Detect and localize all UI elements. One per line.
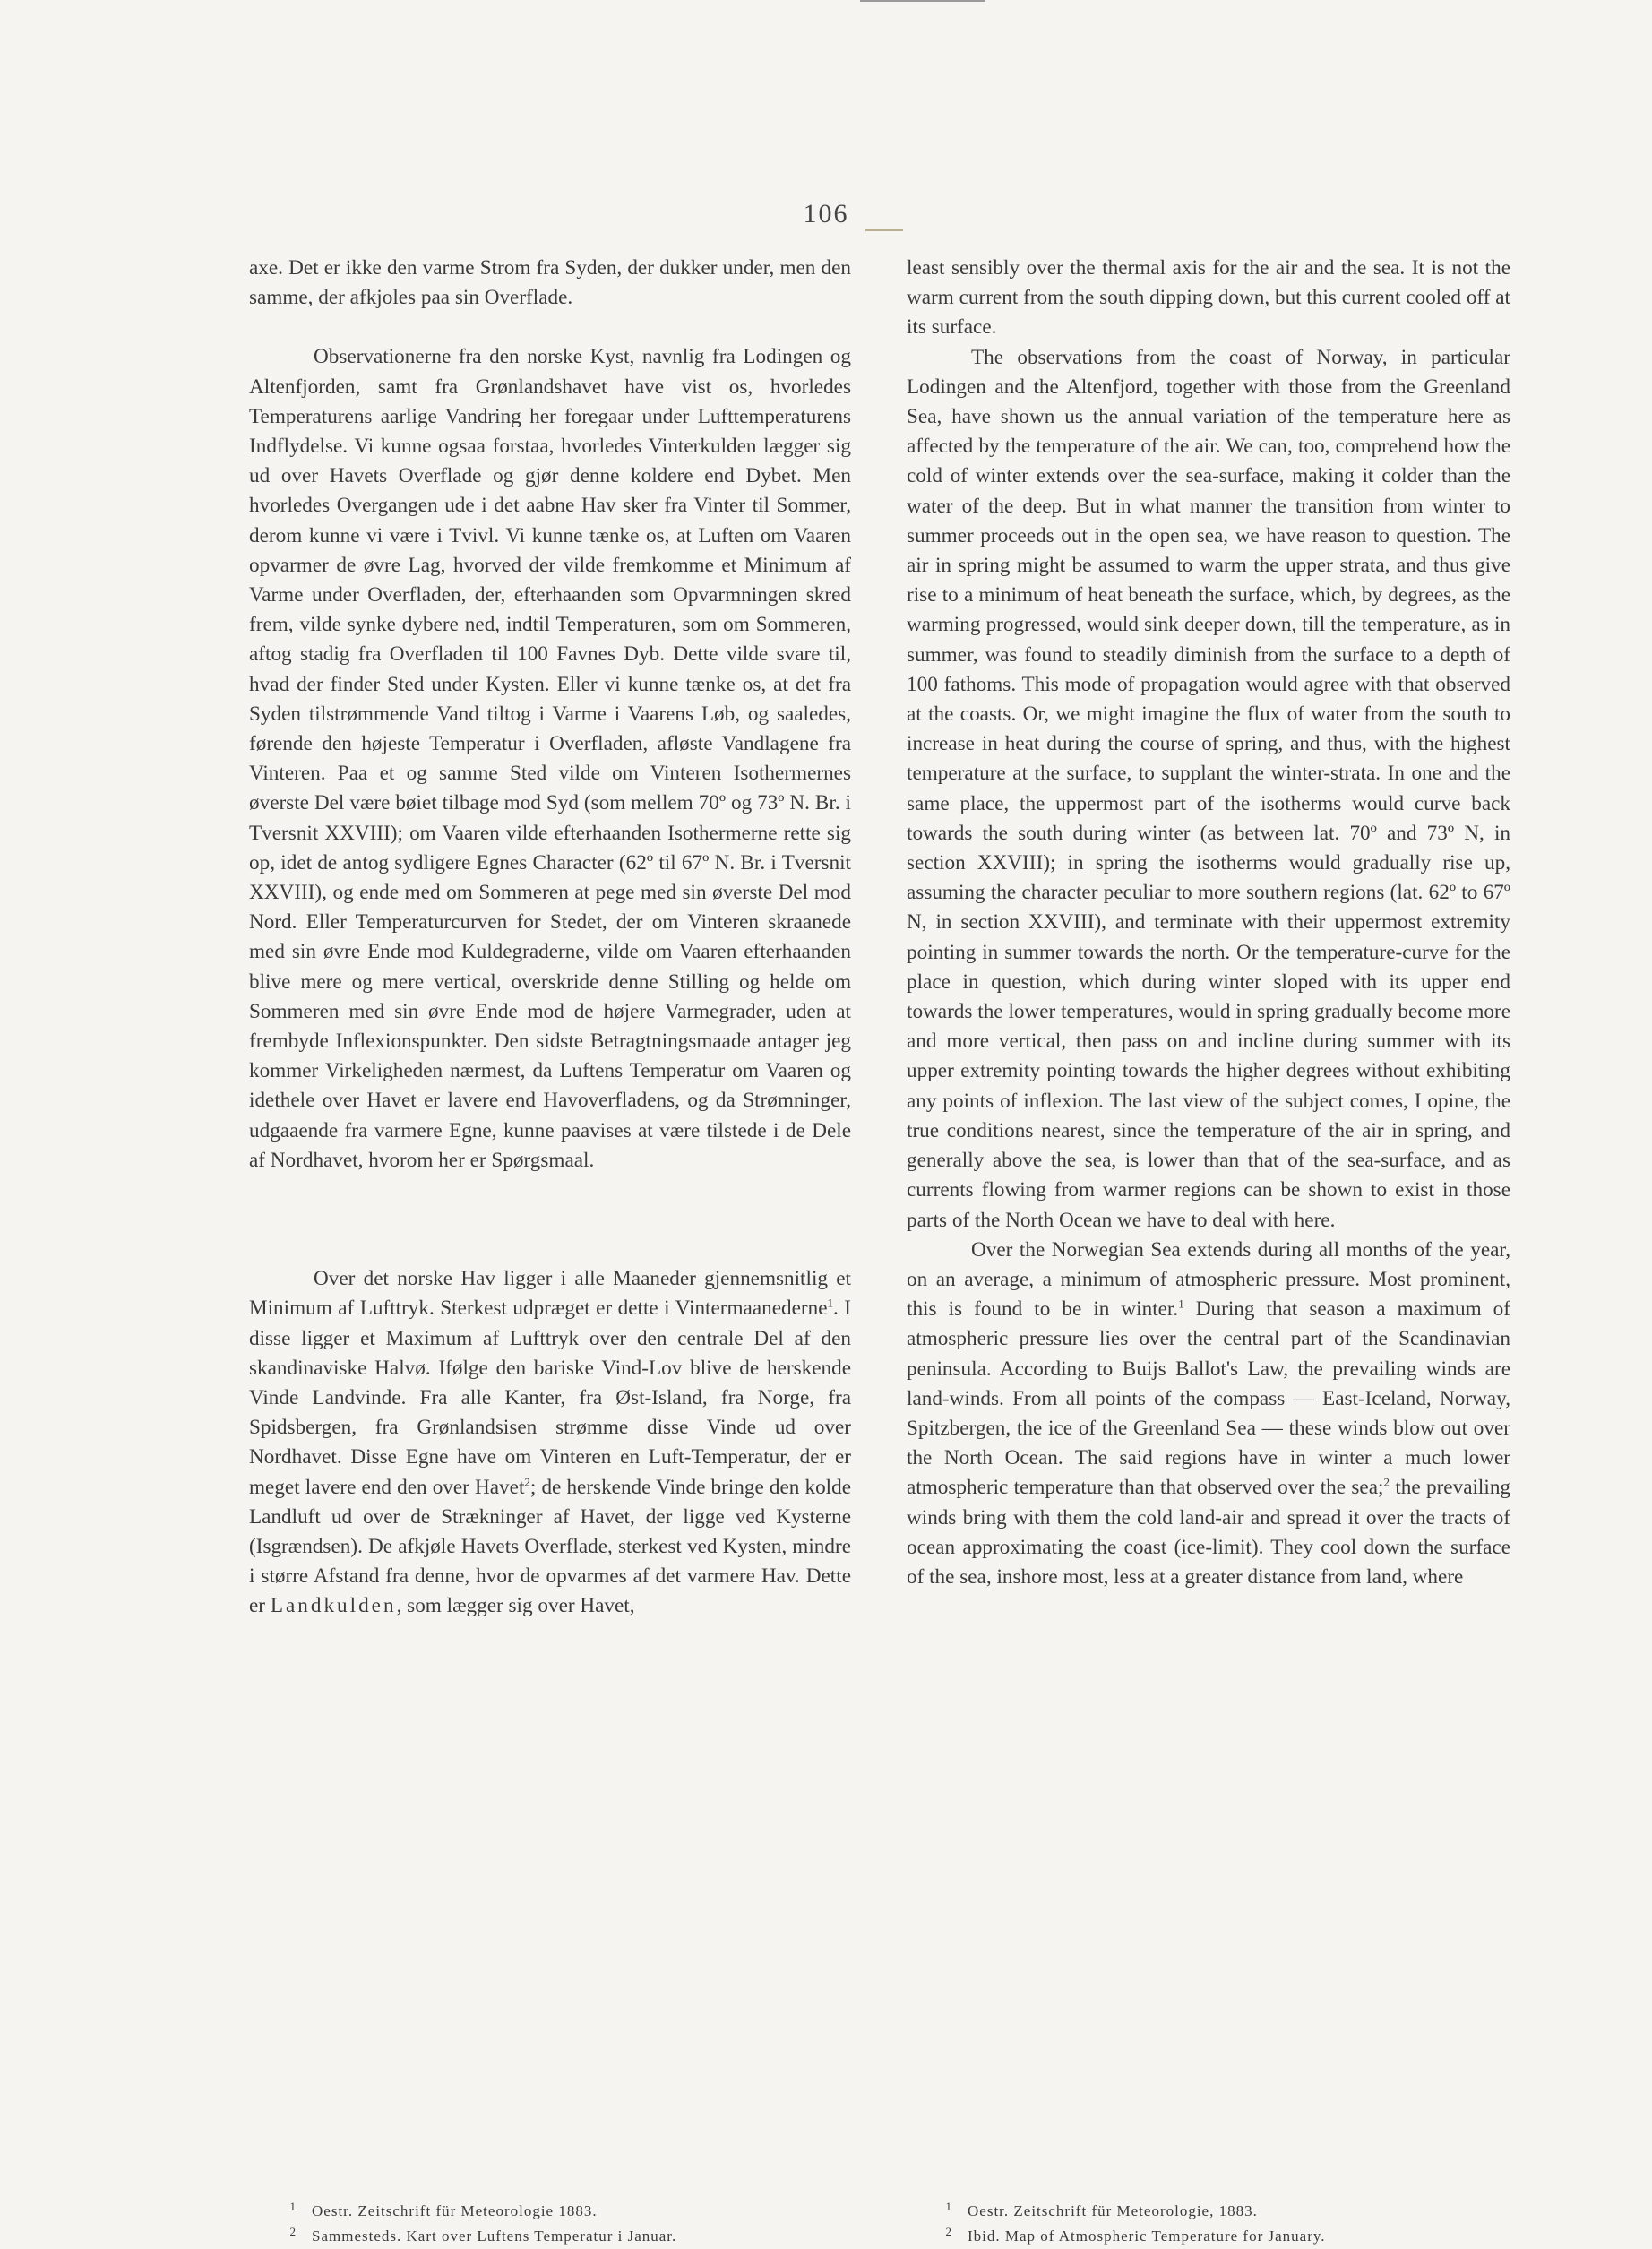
footnote bbox=[285, 2199, 840, 2224]
footnote-ref-2: 2 bbox=[1383, 1475, 1390, 1489]
paragraph-continued: axe. Det er ikke den varme Strom fra Syden, der dukker under, men den samme, der afkjoles paa sin Overflade. bbox=[249, 256, 851, 310]
english-footnotes bbox=[941, 2199, 1496, 2249]
page-number-underline bbox=[865, 229, 903, 231]
paragraph-air-pressure: Over the Norwegian Sea extends during all months of the year, on an average, a minimum of atmospheric pressure. Most prominent, this is found to be in winter.$^1$ During that season a maximum of atmospheric pressure lies over the central part of the Scandinavian peninsula. According to Buijs Ballot's Law, the prevailing winds are land-winds. From all points of the compass — East-Iceland, Norway, Spitzbergen, the ice of the Greenland Sea — these winds blow out over the North Ocean. The said regions have in winter a much lower atmospheric temperature than that observed over the sea;$^2$ the prevailing winds bring with them the cold land-air and spread it over the tracts of ocean approximating the coast (ice-limit). They cool down the surface of the sea, inshore most, less at a greater distance from land, where bbox=[907, 1237, 1511, 1589]
footnote-number: 2 bbox=[289, 2225, 296, 2238]
footnote bbox=[941, 2224, 1496, 2249]
norwegian-text-column bbox=[249, 254, 851, 1622]
footnote bbox=[285, 2224, 840, 2249]
footnote-ref-2: 2 bbox=[524, 1474, 530, 1488]
footnote bbox=[941, 2199, 1496, 2224]
norwegian-footnotes bbox=[285, 2199, 840, 2249]
footnote-number: 2 bbox=[945, 2225, 951, 2238]
page-number: 106 bbox=[803, 199, 849, 228]
footnote-ref-1: 1 bbox=[827, 1296, 833, 1310]
footnote-number: 1 bbox=[289, 2200, 296, 2213]
footnote-ref-1: 1 bbox=[1178, 1297, 1184, 1311]
footnote-text: Sammesteds. Kart over Luftens Temperatur i Januar. bbox=[312, 2227, 677, 2245]
emphasis-landkulden: Landkulden bbox=[270, 1594, 397, 1618]
paragraph-observations: The observations from the coast of Norway, in particular Lodingen and the Altenfjord, together with those from the Greenland Sea, have shown us the annual variation of the temperature here as affected by the temperature of the air. We can, too, comprehend how the cold of winter extends over the sea-surface, making it colder than the water of the deep. But in what manner the transition from winter to summer proceeds out in the open sea, we have reason to question. The air in spring might be assumed to warm the upper strata, and thus give rise to a minimum of heat beneath the surface, which, by degrees, as the warming progressed, would sink deeper down, till the temperature, as in summer, was found to steadily diminish from the surface to a depth of 100 fathoms. This mode of propagation would agree with that observed at the coasts. Or, we might imagine the flux of water from the south to increase in heat during the course of spring, and thus, with the highest temperature at the surface, to supplant the winter-strata. In one and the same place, the uppermost part of the isotherms would curve back towards the south during winter (as between lat. 70º and 73º N, in section XXVIII); in spring the isotherms would gradually rise up, assuming the character peculiar to more southern regions (lat. 62º to 67º N, in section XXVIII), and terminate with their uppermost extremity pointing in summer towards the north. Or the temperature-curve for the place in question, which during winter sloped with its upper end towards the lower temperatures, would in spring gradually become more and more vertical, then pass on and incline during summer with its upper extremity pointing towards the higher degrees without exhibiting any points of inflexion. The last view of the subject comes, I opine, the true conditions nearest, since the temperature of the air in spring, and generally above the sea, is lower than that of the sea-surface, and as currents flowing from warmer regions can be shown to exist in those parts of the North Ocean we have to deal with here. bbox=[907, 345, 1510, 1232]
footnote-text: Ibid. Map of Atmospheric Temperature for January. bbox=[968, 2227, 1326, 2245]
footnote-text: Oestr. Zeitschrift für Meteorologie 1883. bbox=[312, 2202, 598, 2219]
footnote-number: 1 bbox=[945, 2200, 951, 2213]
paragraph-air-pressure: Over det norske Hav ligger i alle Maaneder gjennemsnitlig et Minimum af Lufttryk. Sterkest udpræget er dette i Vintermaanederne$^1$. I disse ligger et Maximum af Lufttryk over den centrale Del af den skandinaviske Halvø. Ifølge den bariske Vind-Lov blive de herskende Vinde Landvinde. Fra alle Kanter, fra Øst-Island, fra Norge, fra Spidsbergen, fra Grønlandsisen strømme disse Vinde ud over Nordhavet. Disse Egne have om Vinteren en Luft-Temperatur, der er meget lavere end den over Havet$^2$; de herskende Vinde bringe den kolde Landluft ud over de Strækninger af Havet, der ligge ved Kysterne (Isgrændsen). De afkjøle Havets Overflade, sterkest ved Kysten, mindre i større Afstand fra denne, hvor de opvarmes af det varmere Hav. Dette er Landkulden, som lægger sig over Havet, bbox=[249, 1267, 851, 1618]
footnote-text: Oestr. Zeitschrift für Meteorologie, 1883. bbox=[968, 2202, 1258, 2219]
paragraph-continued: least sensibly over the thermal axis for the air and the sea. It is not the warm current from the south dipping down, but this current cooled off at its surface. bbox=[907, 256, 1510, 340]
top-edge-rule bbox=[860, 0, 985, 2]
paragraph-observations: Observationerne fra den norske Kyst, navnlig fra Lodingen og Altenfjorden, samt fra Grønlandshavet have vist os, hvorledes Temperaturens aarlige Vandring her foregaar under Lufttemperaturens Indflydelse. Vi kunne ogsaa forstaa, hvorledes Vinterkulden lægger sig ud over Havets Overflade og gjør denne koldere end Dybet. Men hvorledes Overgangen ude i det aabne Hav sker fra Vinter til Sommer, derom kunne vi være i Tvivl. Vi kunne tænke os, at Luften om Vaaren opvarmer de øvre Lag, hvorved der vilde fremkomme et Minimum af Varme under Overfladen, der, efterhaanden som Opvarmningen skred frem, vilde synke dybere ned, indtil Temperaturen, som om Sommeren, aftog stadig fra Overfladen til 100 Favnes Dyb. Dette vilde svare til, hvad der finder Sted under Kysten. Eller vi kunne tænke os, at det fra Syden tilstrømmende Vand tiltog i Varme i Vaarens Løb, og saaledes, førende den højeste Temperatur i Overfladen, afløste Vandlagene fra Vinteren. Paa et og samme Sted vilde om Vinteren Isothermernes øverste Del være bøiet tilbage mod Syd (som mellem 70º og 73º N. Br. i Tversnit XXVIII); om Vaaren vilde efterhaanden Isothermerne rette sig op, idet de antog sydligere Egnes Character (62º til 67º N. Br. i Tversnit XXVIII), og ende med om Sommeren at pege med sin øverste Del mod Nord. Eller Temperaturcurven for Stedet, der om Vinteren skraanede med sin øvre Ende mod Kuldegraderne, vilde om Vaaren efterhaanden blive mere og mere vertical, overskride denne Stilling og helde om Sommeren med sin øvre Ende mod de højere Varmegrader, uden at frembyde Inflexionspunkter. Den sidste Betragtningsmaade antager jeg kommer Virkeligheden nærmest, da Luftens Temperatur om Vaaren og idethele over Havet er lavere end Havoverfladens, og da Strømninger, udgaaende fra varmere Egne, kunne paavises at være tilstede i de Dele af Nordhavet, hvorom her er Spørgsmaal. bbox=[249, 345, 851, 1172]
english-text-column bbox=[907, 254, 1510, 1592]
